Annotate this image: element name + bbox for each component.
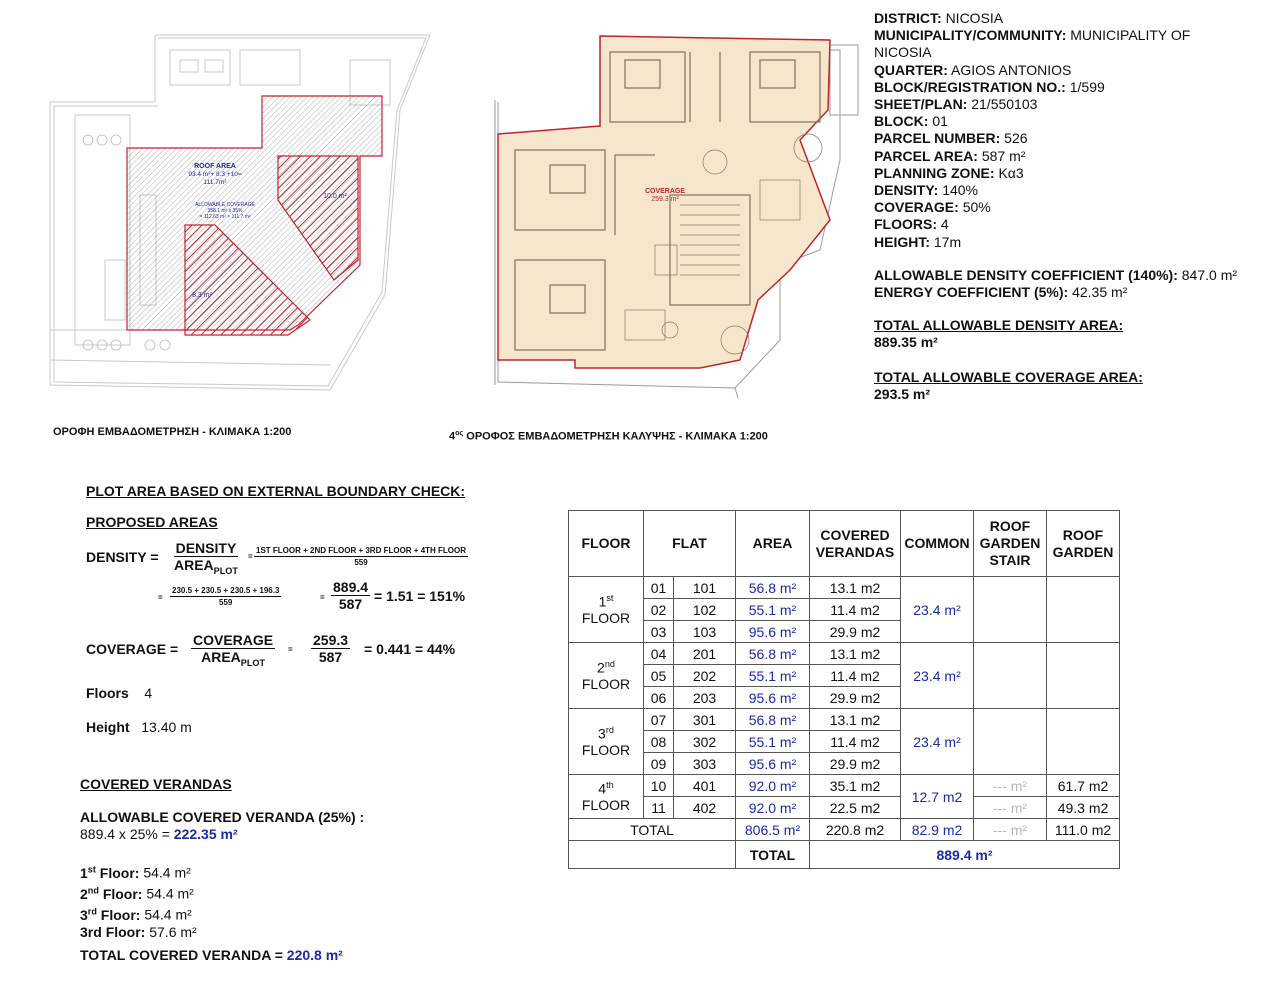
energy-coefficient-line (874, 284, 1237, 301)
flat-covered-veranda: 13.1 m2 (810, 643, 901, 665)
site-info-block (874, 10, 1237, 403)
site-info-row (874, 182, 1237, 199)
coverage-plan-title: COVERAGE (644, 188, 686, 195)
floor-sup: th (606, 780, 614, 791)
height-label: Height (86, 719, 130, 735)
roof-area-total: 111.7m² (203, 179, 227, 186)
fourth-floor-caption-text: ΟΡΟΦΟΣ ΕΜΒΑΔΟΜΕΤΡΗΣΗ ΚΑΛΥΨΗΣ - ΚΛΙΜΑΚΑ 1:200 (466, 430, 768, 443)
flat-index: 11 (644, 797, 674, 819)
total-common: 82.9 m2 (901, 819, 974, 841)
coverage-fraction-den: AREA (201, 649, 241, 665)
veranda-floor-word: Floor: (105, 923, 146, 940)
coverage-result: = 0.441 = 44% (364, 641, 456, 657)
density-eq-1: = (248, 552, 253, 561)
floor-number: 1 (598, 593, 607, 610)
veranda-floor-value: 54.4 m² (146, 885, 194, 902)
common-area: 23.4 m² (901, 577, 974, 643)
site-info-row (874, 216, 1237, 233)
site-info-value: NICOSIA (945, 10, 1004, 26)
density-ratio-num: 889.4 (333, 579, 369, 595)
site-info-label: BLOCK/REGISTRATION NO.: (874, 78, 1066, 95)
floor-number: 3 (598, 725, 606, 742)
veranda-floor-row (80, 861, 197, 882)
floor-sup: rd (605, 725, 614, 736)
coverage-formula-label: COVERAGE = (86, 641, 179, 657)
col-header-roof-garden: ROOF GARDEN (1047, 511, 1120, 577)
roof-area-title: ROOF AREA (194, 163, 236, 170)
roof-garden-stair: --- m² (974, 797, 1047, 819)
site-info-label: HEIGHT: (874, 233, 930, 250)
coverage-plot-sub: PLOT (240, 657, 266, 668)
site-info-value: NICOSIA (874, 44, 932, 61)
veranda-floor-value: 57.6 m² (149, 923, 197, 940)
floors-sum-num: 1ST FLOOR + 2ND FLOOR + 3RD FLOOR + 4TH FLOOR (256, 546, 467, 555)
fourth-floor-caption (449, 429, 768, 443)
sum-numbers-fraction (170, 585, 281, 608)
flat-index: 06 (644, 687, 674, 709)
energy-coefficient-label: ENERGY COEFFICIENT (5%): (874, 284, 1069, 301)
flat-number: 101 (674, 577, 736, 599)
roof-garden-empty (1047, 643, 1120, 709)
floors-value: 4 (144, 685, 153, 701)
density-ratio-den: 587 (338, 596, 363, 612)
site-info-row (874, 199, 1237, 216)
flat-covered-veranda: 13.1 m2 (810, 577, 901, 599)
veranda-floor-row (80, 882, 197, 903)
density-eq-3: = (320, 593, 325, 602)
site-info-label: DISTRICT: (874, 10, 942, 26)
roof-area-calc: 93.4 m²+ 8.3 +10= (188, 171, 242, 178)
flat-covered-veranda: 35.1 m2 (810, 775, 901, 797)
flat-number: 201 (674, 643, 736, 665)
roof-garden-stair-empty (974, 577, 1047, 643)
total-density-label: TOTAL ALLOWABLE DENSITY AREA: (874, 317, 1124, 334)
flat-number: 302 (674, 731, 736, 753)
allowable-veranda-calc-line (80, 826, 238, 842)
site-info-row (874, 165, 1237, 182)
col-header-area: AREA (736, 511, 810, 577)
site-info-list (874, 10, 1237, 251)
floors-sum-fraction (254, 545, 468, 568)
col-header-roof-garden-stair: ROOF GARDEN STAIR (974, 511, 1047, 577)
flat-area: 92.0 m² (736, 775, 810, 797)
site-info-value: 587 m² (981, 147, 1026, 164)
flat-index: 05 (644, 665, 674, 687)
floor-word: FLOOR (581, 609, 631, 626)
veranda-floor-ordinal: 2 (80, 885, 88, 902)
density-coefficient-value: 847.0 m² (1181, 266, 1238, 283)
veranda-floor-sup: st (87, 864, 96, 874)
flat-number: 402 (674, 797, 736, 819)
table-row (569, 797, 1120, 819)
col-header-covered-verandas: COVERED VERANDAS (810, 511, 901, 577)
site-info-value: Kα3 (998, 164, 1024, 181)
site-info-row (874, 130, 1237, 147)
site-info-row (874, 234, 1237, 251)
veranda-floor-row (80, 903, 197, 924)
flat-index: 09 (644, 753, 674, 775)
flat-area: 92.0 m² (736, 797, 810, 819)
veranda-floor-value: 54.4 m² (144, 906, 192, 923)
total-coverage-label: TOTAL ALLOWABLE COVERAGE AREA: (874, 368, 1143, 385)
site-info-value: 50% (962, 199, 991, 216)
areas-table (568, 510, 1120, 869)
flat-area: 55.1 m² (736, 665, 810, 687)
floors-label: Floors (86, 685, 129, 701)
floor-cell (569, 643, 644, 709)
coverage-plan-value: 259.3 m² (651, 196, 679, 203)
veranda-floor-word: Floor: (100, 906, 141, 923)
col-header-floor: FLOOR (569, 511, 644, 577)
veranda-floors-list (80, 861, 197, 941)
sum-numbers-den: 559 (219, 598, 233, 607)
density-coefficient-label: ALLOWABLE DENSITY COEFFICIENT (140%): (874, 266, 1178, 283)
site-info-value: 17m (933, 233, 962, 250)
site-info-row (874, 10, 1237, 27)
common-area: 23.4 m² (901, 709, 974, 775)
flat-area: 95.6 m² (736, 687, 810, 709)
fourth-floor-caption-num: 4 (449, 430, 456, 443)
flat-number: 103 (674, 621, 736, 643)
allowable-veranda-calc: 889.4 x 25% = (80, 826, 170, 842)
flat-index: 10 (644, 775, 674, 797)
floor-cell (569, 577, 644, 643)
total-veranda-value: 220.8 m² (286, 947, 343, 963)
veranda-floor-value: 54.4 m² (143, 864, 191, 881)
coverage-eq: = (288, 645, 293, 654)
total-area: 806.5 m² (736, 819, 810, 841)
flat-number: 202 (674, 665, 736, 687)
roof-garden-empty (1047, 709, 1120, 775)
site-info-row (874, 113, 1237, 130)
coverage-fraction-num: COVERAGE (193, 632, 274, 648)
allowable-coverage-calc2: = 112.63 m² > 111.7 m² (199, 214, 251, 220)
floors-sum-den: 559 (354, 558, 368, 567)
site-info-value: 21/550103 (971, 96, 1038, 113)
veranda-floor-row (80, 924, 197, 941)
density-plot-sub: PLOT (213, 565, 238, 576)
flat-covered-veranda: 29.9 m2 (810, 687, 901, 709)
site-info-label: MUNICIPALITY/COMMUNITY: (874, 27, 1067, 44)
flat-index: 03 (644, 621, 674, 643)
flat-number: 303 (674, 753, 736, 775)
roof-garden-empty (1047, 577, 1120, 643)
total-label: TOTAL (569, 819, 736, 841)
common-area: 23.4 m² (901, 643, 974, 709)
flat-index: 02 (644, 599, 674, 621)
site-info-label: COVERAGE: (874, 199, 959, 216)
flat-area: 55.1 m² (736, 731, 810, 753)
coverage-ratio-den: 587 (318, 649, 343, 665)
density-ratio-fraction (331, 579, 370, 612)
veranda-floor-label (80, 907, 140, 923)
site-info-row (874, 62, 1237, 79)
density-coefficient-line (874, 267, 1237, 284)
density-fraction-den: AREA (174, 557, 214, 573)
flat-index: 07 (644, 709, 674, 731)
site-info-row (874, 96, 1237, 113)
col-header-common: COMMON (901, 511, 974, 577)
allowable-coverage-calc1: 358.1 m² x 35% (207, 208, 243, 214)
grand-total-label: TOTAL (736, 841, 810, 869)
site-info-value: 1/599 (1069, 78, 1105, 95)
allowable-coverage-title: ALLOWABLE COVERAGE (195, 202, 255, 208)
covered-verandas-heading: COVERED VERANDAS (80, 776, 232, 792)
density-fraction (172, 540, 240, 579)
table-row (569, 577, 1120, 599)
site-info-label: BLOCK: (874, 113, 929, 130)
flat-area: 56.8 m² (736, 577, 810, 599)
site-info-row (874, 27, 1237, 44)
grand-total-value: 889.4 m² (810, 841, 1120, 869)
site-info-label: PARCEL NUMBER: (874, 130, 1001, 147)
roof-plan-caption: ΟΡΟΦΗ ΕΜΒΑΔΟΜΕΤΡΗΣΗ - ΚΛΙΜΑΚΑ 1:200 (53, 426, 292, 438)
total-verandas: 220.8 m2 (810, 819, 901, 841)
sum-numbers-num: 230.5 + 230.5 + 230.5 + 196.3 (172, 586, 280, 595)
coverage-ratio-fraction (311, 632, 350, 665)
veranda-floor-sup: rd (87, 905, 97, 916)
table-total-row (569, 819, 1120, 841)
col-header-flat: FLAT (644, 511, 736, 577)
site-info-value: 4 (940, 216, 949, 233)
allowable-veranda-value: 222.35 m² (173, 826, 238, 842)
roof-garden-stair: --- m² (974, 775, 1047, 797)
site-info-label: QUARTER: (874, 61, 948, 78)
flat-number: 203 (674, 687, 736, 709)
veranda-floor-word: Floor: (99, 864, 140, 881)
floor-sup: st (606, 593, 614, 604)
flat-number: 102 (674, 599, 736, 621)
roof-garden-stair-empty (974, 709, 1047, 775)
flat-covered-veranda: 11.4 m2 (810, 599, 901, 621)
coverage-fraction (191, 632, 275, 671)
veranda-floor-label (80, 924, 145, 940)
veranda-floor-ordinal: 1 (80, 864, 88, 881)
flat-covered-veranda: 11.4 m2 (810, 665, 901, 687)
veranda-floor-ordinal: 3 (80, 906, 88, 923)
veranda-floor-label (80, 865, 139, 881)
roof-garden: 61.7 m2 (1047, 775, 1120, 797)
site-info-row (874, 148, 1237, 165)
table-row (569, 709, 1120, 731)
flat-index: 04 (644, 643, 674, 665)
roof-garden: 49.3 m2 (1047, 797, 1120, 819)
floor-cell (569, 709, 644, 775)
plot-area-heading: PLOT AREA BASED ON EXTERNAL BOUNDARY CHECK: (86, 483, 466, 499)
floors-line (86, 685, 152, 701)
site-info-label: FLOORS: (874, 216, 937, 233)
energy-coefficient-value: 42.35 m² (1072, 284, 1128, 301)
flat-area: 55.1 m² (736, 599, 810, 621)
table-header-row (569, 511, 1120, 577)
flat-covered-veranda: 29.9 m2 (810, 753, 901, 775)
site-info-value: 526 (1004, 130, 1028, 147)
common-area: 12.7 m2 (901, 775, 974, 819)
veranda-floor-sup: nd (87, 884, 99, 895)
flat-covered-veranda: 13.1 m2 (810, 709, 901, 731)
roof-label-10: 10.0 m² (323, 193, 347, 200)
grand-total-spacer (569, 841, 736, 869)
floor-word: FLOOR (581, 675, 631, 692)
total-veranda-line (80, 947, 343, 963)
flat-index: 08 (644, 731, 674, 753)
total-veranda-label: TOTAL COVERED VERANDA = (80, 947, 283, 963)
site-info-value: 140% (942, 182, 979, 199)
veranda-floor-label (80, 886, 142, 902)
flat-number: 301 (674, 709, 736, 731)
density-result: = 1.51 = 151% (374, 588, 466, 604)
floor-cell (569, 775, 644, 819)
flat-number: 401 (674, 775, 736, 797)
density-fraction-num: DENSITY (175, 540, 237, 556)
veranda-floor-ordinal: 3rd (80, 923, 102, 940)
site-info-row (874, 44, 1237, 61)
flat-area: 56.8 m² (736, 709, 810, 731)
fourth-floor-plan-drawing (490, 30, 870, 398)
flat-area: 56.8 m² (736, 643, 810, 665)
site-info-label: DENSITY: (874, 182, 939, 199)
site-info-value: 01 (932, 113, 948, 130)
site-info-label: PARCEL AREA: (874, 147, 978, 164)
floor-word: FLOOR (581, 796, 631, 813)
site-info-value: MUNICIPALITY OF (1070, 27, 1191, 44)
total-coverage-value: 293.5 m² (874, 385, 931, 402)
height-value: 13.40 m (141, 719, 192, 735)
floor-number: 4 (598, 780, 607, 797)
floor-number: 2 (597, 659, 605, 676)
table-grand-total-row (569, 841, 1120, 869)
roof-garden-stair-empty (974, 643, 1047, 709)
flat-covered-veranda: 11.4 m2 (810, 731, 901, 753)
total-roof-garden: 111.0 m2 (1047, 819, 1120, 841)
flat-area: 95.6 m² (736, 621, 810, 643)
floor-sup: nd (604, 659, 615, 670)
height-line (86, 719, 192, 735)
total-density-value: 889.35 m² (874, 334, 938, 351)
proposed-areas-heading: PROPOSED AREAS (86, 514, 218, 530)
site-info-value: AGIOS ANTONIOS (951, 61, 1072, 78)
fourth-floor-caption-sup: ος (455, 429, 464, 437)
floor-word: FLOOR (581, 741, 631, 758)
total-roof-garden-stair: --- m² (974, 819, 1047, 841)
roof-label-8-3: 8.3 m² (192, 292, 212, 299)
flat-covered-veranda: 29.9 m2 (810, 621, 901, 643)
veranda-floor-word: Floor: (102, 885, 143, 902)
site-info-label: PLANNING ZONE: (874, 164, 995, 181)
flat-covered-veranda: 22.5 m2 (810, 797, 901, 819)
density-eq-2: = (158, 593, 163, 602)
site-info-label: SHEET/PLAN: (874, 96, 968, 113)
allowable-veranda-title: ALLOWABLE COVERED VERANDA (25%) : (80, 809, 365, 825)
coverage-ratio-num: 259.3 (313, 632, 349, 648)
flat-index: 01 (644, 577, 674, 599)
roof-plan-drawing (40, 30, 440, 422)
site-info-row (874, 79, 1237, 96)
density-formula-label: DENSITY = (86, 549, 159, 565)
table-body (569, 577, 1120, 869)
table-row (569, 775, 1120, 797)
flat-area: 95.6 m² (736, 753, 810, 775)
table-row (569, 643, 1120, 665)
